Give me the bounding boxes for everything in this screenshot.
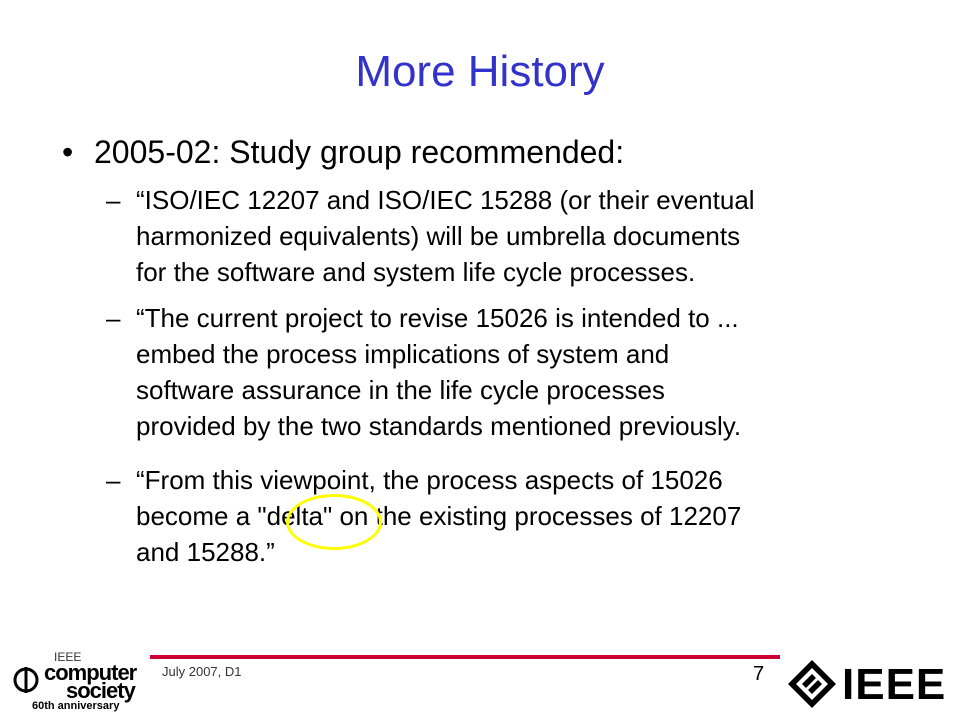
footer-date: July 2007, D1 [162, 664, 242, 679]
slide-title: More History [355, 47, 605, 96]
sub-bullet-line: harmonized equivalents) will be umbrella documents [136, 221, 741, 251]
computer-society-logo [8, 650, 148, 714]
cs-anniversary-label: 60th anniversary [32, 700, 120, 712]
sub-bullet-line: embed the process implications of system and [136, 339, 670, 369]
dash-marker: – [106, 303, 121, 333]
cs-society-label: society [66, 678, 135, 703]
sub-bullet-line: and 15288.” [136, 537, 275, 567]
footer-rule [150, 655, 780, 659]
sub-bullet-line: “From this viewpoint, the process aspects of 15026 [136, 465, 723, 495]
delta-highlight-circle [286, 494, 382, 550]
bullet-marker: • [62, 134, 74, 170]
sub-bullet-line: “The current project to revise 15026 is intended to ... [136, 303, 739, 333]
ieee-logo [786, 658, 956, 714]
cs-ieee-label: IEEE [54, 650, 82, 664]
main-bullet-text: 2005-02: Study group recommended: [94, 134, 625, 170]
sub-bullet-line: provided by the two standards mentioned previously. [136, 411, 742, 441]
computer-society-icon [12, 666, 40, 694]
dash-marker: – [106, 465, 121, 495]
ieee-diamond-icon [786, 658, 838, 710]
dash-marker: – [106, 185, 121, 215]
sub-bullet-line: “ISO/IEC 12207 and ISO/IEC 15288 (or their eventual [136, 185, 755, 215]
ieee-wordmark: IEEE [842, 660, 947, 709]
sub-bullet-line: for the software and system life cycle processes. [136, 257, 696, 287]
sub-bullet-line: become a "delta" on the existing processes of 12207 [136, 501, 742, 531]
sub-bullet-line: software assurance in the life cycle processes [136, 375, 665, 405]
cs-computer-label: computer [44, 660, 137, 685]
page-number: 7 [753, 663, 765, 685]
